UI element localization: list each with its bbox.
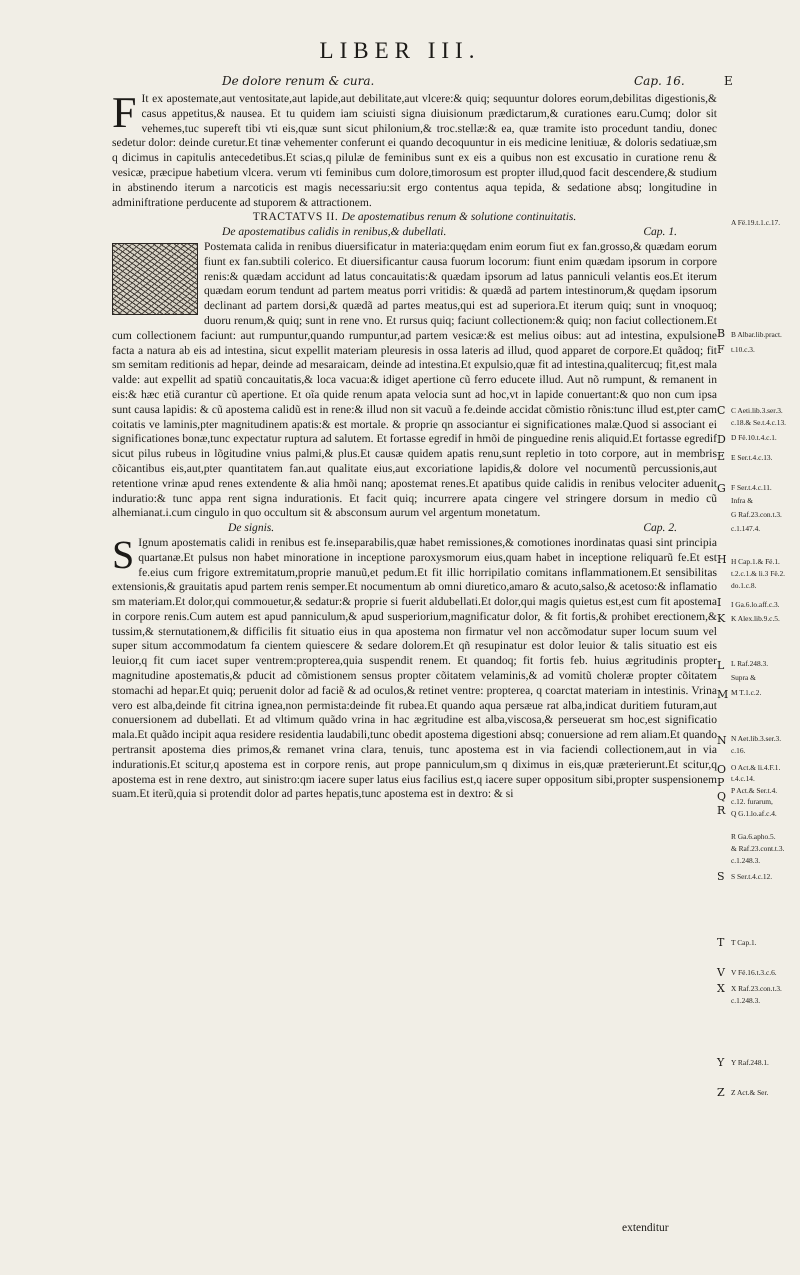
paragraph-1-text: It ex apostemate,aut ventositate,aut lapide,aut debilitate,aut vlcere:& quiq; sequuntur dolores eorum,debilitas digestionis,& casus appetitus,& nausea. Et tu quidem iam sciuisti signa diuisionum prædictarum,& curationes earu.Cumq; dolor sit vehemes,tuc supereft tibi vti eis,quæ sunt sicut philonium,& troc.stellæ:& ea, quæ tramite isto procedunt tandiu, donec sedetur dolor: deinde curetur.Et tinæ vehementer conferunt ei quando decoquuntur in eis medicine lenitiuæ, & doloris sedatiuæ,sm q dicimus in capitulis antecedetibus.Et scias,q pilulæ de feminibus sunt ex eis a quibus non est excusatio in curatione renu & vesicæ, præcipue habetium vlcera. verum vti feminibus cum dolore,timorosum est propter illud,quod facit descendere,& studium in abstinendo iterum a narcoticis est magis necessariu:sit ergo contentus aqua tepida, & sedatione absq; longitudine in adminiftratione perducente ad stuporem & attractionem.: [112, 93, 717, 209]
margin-note: P Act.& Ser.t.4.: [731, 786, 778, 795]
tractatus-title: De apostematibus renum & solutione continuitatis.: [341, 211, 577, 224]
margin-note: Z Act.& Ser.: [731, 1088, 769, 1097]
main-text: [112, 88, 717, 802]
drop-cap-initial: F: [112, 88, 137, 137]
margin-note: H Cap.1.& Fë.1.: [731, 557, 780, 566]
margin-note: t.2.c.1.& li.3 Fë.2.: [731, 569, 785, 578]
margin-note: R Ga.6.apho.5.: [731, 832, 776, 841]
paragraph-3: [112, 531, 717, 802]
side-letter: V: [717, 966, 725, 979]
margin-note: G Raf.23.con.t.3.: [731, 510, 782, 519]
side-letter: P: [717, 776, 725, 789]
side-letter: C: [717, 404, 726, 417]
side-letter: S: [717, 870, 725, 883]
chapter-title: De dolore renum & cura.: [222, 74, 375, 88]
margin-note: T Cap.1.: [731, 938, 757, 947]
margin-note: K Alex.lib.9.c.5.: [731, 614, 780, 623]
margin-note: M T.1.c.2.: [731, 688, 762, 697]
margin-note: F Ser.t.4.c.11.: [731, 483, 772, 492]
margin-note: D Fë.10.t.4.c.1.: [731, 433, 777, 442]
margin-note: L Raf.248.3.: [731, 659, 769, 668]
side-letter: Y: [717, 1056, 725, 1069]
side-letter: N: [717, 734, 727, 747]
side-letter: R: [717, 804, 726, 817]
margin-note: c.16.: [731, 746, 746, 755]
side-letter: Z: [717, 1086, 725, 1099]
catchword: extenditur: [622, 1222, 669, 1234]
margin-note: S Ser.t.4.c.12.: [731, 872, 773, 881]
side-letter: K: [717, 612, 726, 625]
margin-note: Y Raf.248.1.: [731, 1058, 769, 1067]
running-head: LIBER III.: [319, 38, 481, 63]
paragraph-3-text: Ignum apostematis calidi in renibus est fe.inseparabilis,quæ habet remissiones,& comotiones inordinatas quasi sint principia quartanæ.Et pulsus non habet minoratione in inceptione paroxysmorum eius,quam habet in inceptione reliquarũ fe.Et est fe.eius cum frigore extremitatum,proprie manuũ,et pedum.Et fit illic horripilatio comitans inflammationem.Et sensibilitas extensionis,& grauitatis apud partem renis semper.Et nocumentum ab omni diuretico,amaro & acuto,salso,& acetoso:& inflamatio sm materiam.Et dolor,qui commouetur,& sedatur:& proprie si fuerit aldubellati.Et dolor,qui magis quietus est,est cum fit apostema in corpore renis.Cum autem est apud panniculum,& apud susperiorium,magnificatur dolor, & fit fortis,& prohibet erectionem,& tussim,& sternutationem,& difficilis fit situatio eius in qua apostema non firmatur vel non accõmodatur super locum suum vel super situm accommodatum fa cientem quiescere & sedare dolorem.Et qñ resupinatur est dolor leuior & talis situatio est eis leuior,q fit cum iacet super ventrem:propterea,quia suspendit renem. Et quandoq; fit fortis feb. huius ægritudinis propter magnitudine apostematis,& pducit ad cõmistionem sensus propter cõitatem velaminis,& ad vomitũ choleræ propter cõitatem stomachi ad hepar.Et quiq; peruenit dolor ad faciẽ & ad oculos,& retinet ventre: propterea, q coarctat materiam in intestinis. Vrina vero est alba,deinde fit citrina ignea,non permista:deinde fit rubea.Et quando aqua persæue rat alba,indicat duritiem futuram,aut conuersionem ad dubellati. Et ad vltimum quãdo vrina in hac ægritudine est alba,viscosa,& perseuerat sm hoc,est significatio mala.Et quãdo incipit aqua residere residentia laudabili,tunc obedit apostema digestioni absq; conuersione ad rem aliam.Et quando pertransit apostema dies primos,& remanet vrina clara, tenuis, tunc apostema est in via faciendi collectionem,aut in via indurationis.Et scitur,q apostema est in corpore renis, aut prope panniculum,sm q diximus in eis,quæ præterierunt.Et scitur,q apostema est in rene dextro, aut sinistro:qm iacere super latus eius facilius est,q iacere super oppositum sibi,propter suspensionem suam.Et iterũ,quia si protendit dolor ad partes hepatis,tunc apostema est in dextro: & si: [112, 536, 717, 801]
margin-note: O Act.& li.4.F.1.: [731, 763, 781, 772]
side-letter: F: [717, 343, 725, 356]
subchapter-heading-2: [112, 521, 717, 536]
woodcut-initial-image: [112, 243, 198, 315]
paragraph-1: [112, 88, 717, 210]
margin-note: c.18.& Se.t.4.c.13.: [731, 418, 787, 427]
margin-note: X Raf.23.con.t.3.: [731, 984, 782, 993]
margin-note: c.12. furarum,: [731, 797, 773, 806]
side-letter: T: [717, 936, 725, 949]
margin-note: & Raf.23.cont.t.3.: [731, 844, 785, 853]
side-letter: I: [717, 596, 722, 609]
paragraph-2: [112, 240, 717, 521]
margin-note: t.4.c.14.: [731, 774, 755, 783]
subchapter-title-1: De apostematibus calidis in renibus,& dubellati.: [222, 226, 447, 239]
margin-note: N Aet.lib.3.ser.3.: [731, 734, 782, 743]
margin-note: C Aeti.lib.3.ser.3.: [731, 406, 783, 415]
side-letter: L: [717, 659, 725, 672]
side-letter: G: [717, 482, 726, 495]
margin-note: t.10.c.3.: [731, 345, 755, 354]
drop-cap-initial: S: [112, 531, 135, 577]
margin-note: B Albar.lib.pract.: [731, 330, 782, 339]
tractatus-heading: [112, 210, 717, 225]
side-letter: O: [717, 763, 727, 776]
subchapter-title-2: De signis.: [228, 522, 275, 535]
margin-note: do.1.c.8.: [731, 581, 757, 590]
chapter-side-letter: E: [724, 74, 733, 88]
side-letter: E: [717, 450, 726, 463]
side-letter: B: [717, 327, 726, 340]
side-letter: D: [717, 433, 726, 446]
subchapter-number-1: Cap. 1.: [643, 226, 677, 239]
margin-note: E Ser.t.4.c.13.: [731, 453, 773, 462]
margin-note: c.1.248.3.: [731, 856, 761, 865]
margin-note: A Fë.19.t.1.c.17.: [731, 218, 781, 227]
paragraph-2-text: Postemata calida in renibus diuersificatur in materia:quędam enim eorum fiut ex fan.grosso,& quædam eorum fiunt ex fan.subtili colerico. Et diuersificantur causa fuorum locorum: fiunt enim quædam ipsorum in corpore renis:& quædam accidunt ad latus concauitatis:& quædam ipsorum ad latus panniculi velantis eos.Et iterum quædam eorum tendunt ad partem meatus porri vritidis: & quædã ad partem intestinorum,& quędam ipsorum declinant ad partem dorsi,& quædã ad partes meatus,qui est ad superiora.Et iterum quiq; sunt in vnoquoq; duoru renum,& quiq; sunt in rene vno. Et rursus quiq; faciunt collectionem:& quiq; non faciut collectionem.Et cum collectionem faciunt: aut rumpuntur,quando rumpuntur,ad partem vesicæ:& est melius oibus: aut ad intestina, expulsione facta a natura ab eis ad intestina, sicut expellit materiam pleuresis in ossa lateris ad illud, quod apparet de corpore.Et quãdoq; fit sm semitam reditionis ad hepar, deinde ad mesaraicam, deinde ad intestina.Et expulsio,quæ fit ad intestina,qualitercuq; fit,est mala valde: aut expellit ad spatiũ concauitatis,& loca vacua:& idiget apertione cũ ferro educete illud. Aut nõ rumpunt, & remanent in eis:& hæc etiã curantur cũ apertione. Et oĩa quide renum apata velocia sunt ad hoc,vt in lapide conuertant:& quo non cum ipsa sunt causa lapidis: & cũ apostema calidũ est in rene:& illud non sit vacuũ a fe.deinde accidat cõmistio rõnis:tunc illud est,pter cam coitatis ve laminis,pter magnitudinem apatis:& est mortale. & proprie qn associantur ei significationes malæ.Quod si associant ei significationes bonæ,tunc expectatur ruptura ad salutem. Et fortasse egredif in hmõi de pinguedine renis aliquid.Et fortasse egredif sicut pilus rubeus in lõgitudine vnius palmi,& plus.Et causæ quidem apatis renu,sunt repletio in toto corpore, aut in membris cõicantibus eis,aut,pter quantitatem fan.aut qualitate eius,aut excoriatione lapidis,& dolore vel nocumentũ percussionis,aut retentione vrinæ apud renes extendente & alia hmõi nanq; apostemat renes.Et apatibus quide calidis in renibus velociter aduenit induratio:& tunc appa rent signa indurationis. Et facit quiq; incurrere apata cingere vel stringere dorsum in medio cũ alhemianat.i.cum cingulo in quo occultum sit & absconsum aurum vel argentum monetatum.: [112, 240, 717, 520]
margin-note: Infra &: [731, 496, 753, 505]
side-letter: Q: [717, 790, 727, 803]
margin-note: c.1.147.4.: [731, 524, 761, 533]
chapter-heading: [222, 74, 740, 92]
margin-note: Q G.1.lo.af.c.4.: [731, 809, 777, 818]
subchapter-heading-1: [112, 225, 717, 240]
margin-note: c.1.248.3.: [731, 996, 761, 1005]
tractatus-label: TRACTATVS II.: [252, 211, 339, 224]
side-letter: M: [717, 688, 729, 701]
side-letter: H: [717, 553, 727, 566]
side-letter: X: [717, 982, 725, 995]
subchapter-number-2: Cap. 2.: [643, 522, 677, 535]
margin-note: V Fë.16.t.3.c.6.: [731, 968, 777, 977]
chapter-number: Cap. 16.: [634, 74, 685, 88]
margin-note: Supra &: [731, 673, 756, 682]
margin-note: I Ga.6.lo.aff.c.3.: [731, 600, 780, 609]
